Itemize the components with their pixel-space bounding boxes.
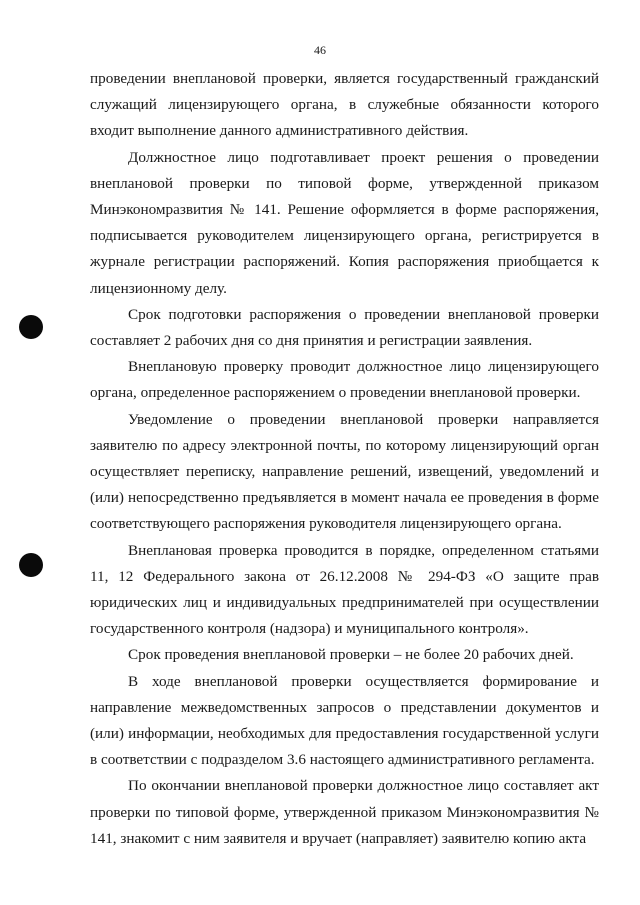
page-number: 46 (314, 43, 326, 57)
punch-hole-top (19, 315, 43, 339)
paragraph-inspection-act: По окончании внеплановой проверки должностное лицо составляет акт проверки по типовой форме, утвержденной приказом Минэкономразвития № 141, знакомит с ним заявителя и вручает (направляет) заявителю копию акта (90, 777, 599, 847)
paragraph-procedure: Внеплановая проверка проводится в порядке, определенном статьями 11, 12 Федерального закона от 26.12.2008 № 294-ФЗ «О защите прав юридических лиц и индивидуальных предпринимателей при осуществлении государственного контроля (надзора) и муниципального контроля». (90, 541, 599, 638)
document-body (90, 66, 599, 852)
paragraph-order-deadline: Срок подготовки распоряжения о проведении внеплановой проверки составляет 2 рабочих дня со дня принятия и регистрации заявления. (90, 305, 599, 350)
paragraph-interagency-requests: В ходе внеплановой проверки осуществляется формирование и направление межведомственных запросов о представлении документов и (или) информации, необходимых для предоставления государственной услуги в соответствии с подразделом 3.6 настоящего административного регламента. (90, 672, 599, 769)
paragraph-notification: Уведомление о проведении внеплановой проверки направляется заявителю по адресу электронной почты, по которому лицензирующий орган осуществляет переписку, направление решений, извещений, уведомлений и (или) непосредственно предъявляется в момент начала ее проведения в форме соответствующего распоряжения руководителя лицензирующего органа. (90, 410, 599, 533)
paragraph-inspection-official: Внеплановую проверку проводит должностное лицо лицензирующего органа, определенное распоряжением о проведении внеплановой проверки. (90, 358, 599, 402)
paragraph-inspection-term: Срок проведения внеплановой проверки – не более 20 рабочих дней. (128, 646, 574, 664)
paragraph-responsible-official: проведении внеплановой проверки, является государственный гражданский служащий лицензирующего органа, в служебные обязанности которого входит выполнение данного административного действия. (90, 70, 599, 140)
punch-hole-bottom (19, 553, 43, 577)
paragraph-decision-preparation: Должностное лицо подготавливает проект решения о проведении внеплановой проверки по типовой форме, утвержденной приказом Минэкономразвития № 141. Решение оформляется в форме распоряжения, подписывается руководителем лицензирующего органа, регистрируется в журнале регистрации распоряжений. Копия распоряжения приобщается к лицензионному делу. (90, 148, 599, 297)
